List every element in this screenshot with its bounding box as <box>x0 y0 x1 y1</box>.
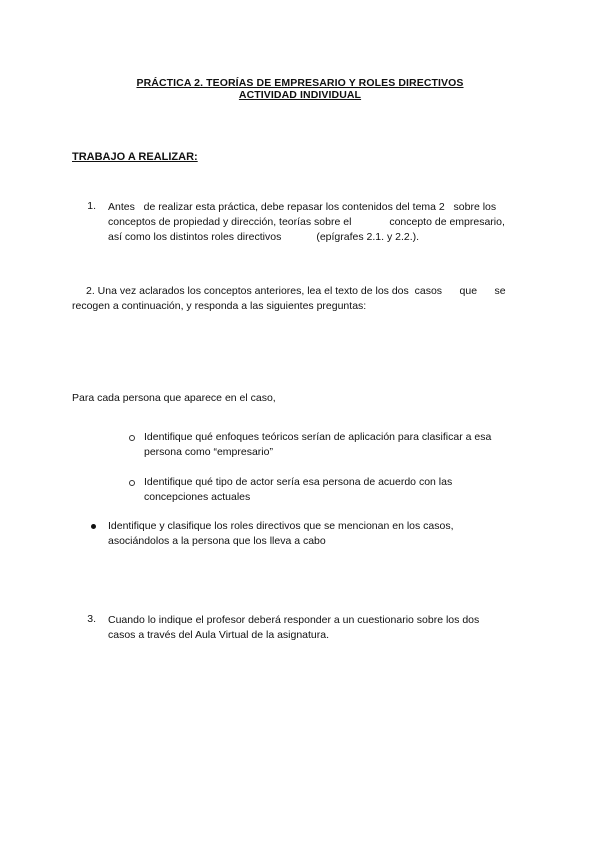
sub-bullet-1-line-1: Identifique qué enfoques teóricos serían de aplicación para clasificar a esa <box>144 431 492 443</box>
hollow-bullet-icon <box>129 480 135 486</box>
item-3-line-1: Cuando lo indique el profesor deberá responder a un cuestionario sobre los dos <box>108 614 480 626</box>
solid-bullet-icon <box>91 524 96 529</box>
item-1-number: 1. <box>87 200 96 212</box>
sub-bullet-1-line-2: persona como “empresario” <box>144 446 273 458</box>
item-1-line-1: Antes de realizar esta práctica, debe repasar los contenidos del tema 2 sobre los <box>108 201 497 213</box>
item-2-line-2: recogen a continuación, y responda a las siguientes preguntas: <box>72 300 367 312</box>
main-bullet-line-2: asociándolos a la persona que los lleva a cabo <box>108 535 326 547</box>
main-bullet-line-1: Identifique y clasifique los roles directivos que se mencionan en los casos, <box>108 520 454 532</box>
item-1-line-2: conceptos de propiedad y dirección, teorías sobre el concepto de empresario, <box>108 216 505 228</box>
document-title-line-1: PRÁCTICA 2. TEORÍAS DE EMPRESARIO Y ROLES DIRECTIVOS <box>136 77 464 89</box>
sub-bullet-2-line-2: concepciones actuales <box>144 491 251 503</box>
section-heading: TRABAJO A REALIZAR: <box>72 151 198 163</box>
item-3-line-2: casos a través del Aula Virtual de la asignatura. <box>108 629 330 641</box>
sub-bullet-2-line-1: Identifique qué tipo de actor sería esa persona de acuerdo con las <box>144 476 453 488</box>
item-1-line-3: así como los distintos roles directivos (epígrafes 2.1. y 2.2.). <box>108 231 420 243</box>
document-title-line-2: ACTIVIDAD INDIVIDUAL <box>238 89 362 101</box>
item-3-number: 3. <box>87 613 96 625</box>
intro-text: Para cada persona que aparece en el caso, <box>72 392 276 404</box>
item-2-line-1: 2. Una vez aclarados los conceptos anteriores, lea el texto de los dos casos que se <box>86 285 506 297</box>
hollow-bullet-icon <box>129 435 135 441</box>
